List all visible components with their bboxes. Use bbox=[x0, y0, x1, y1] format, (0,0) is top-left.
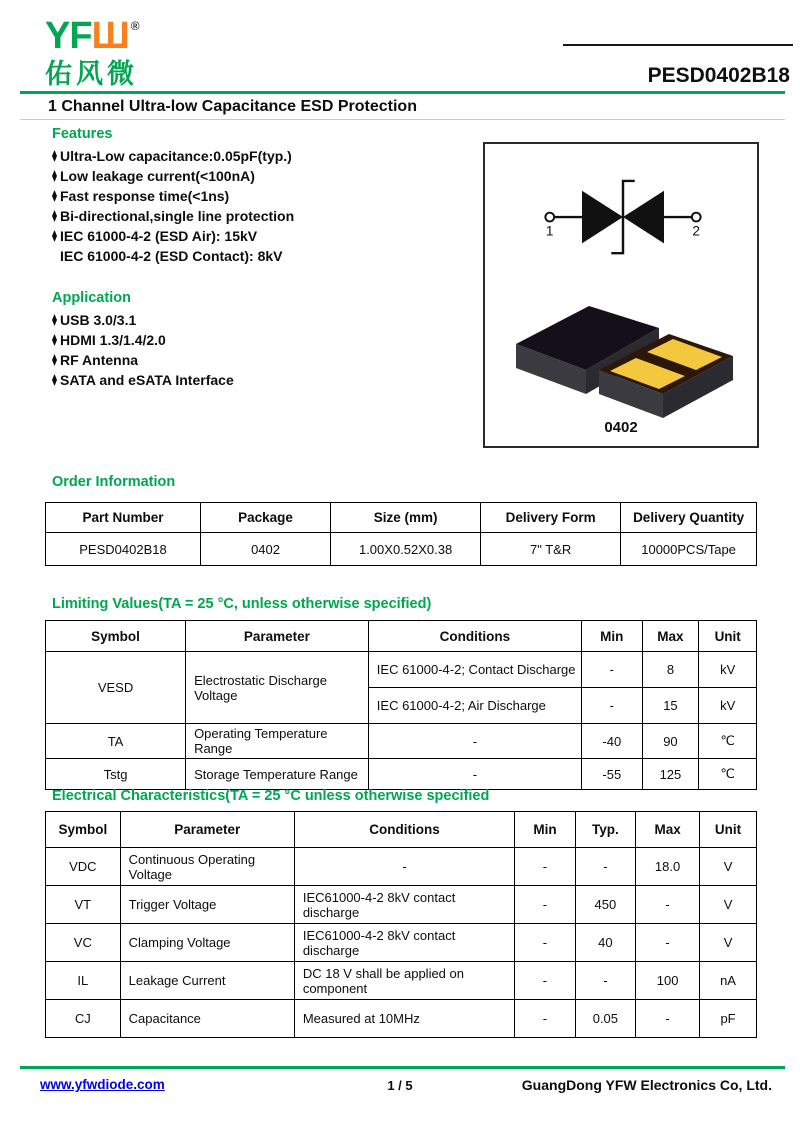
feature-text: Low leakage current(<100nA) bbox=[60, 168, 255, 184]
application-list bbox=[52, 310, 472, 390]
limiting-cell-conditions: IEC 61000-4-2; Air Discharge bbox=[368, 688, 581, 724]
electrical-cell-max: - bbox=[636, 924, 700, 962]
limiting-cell-unit: kV bbox=[699, 688, 757, 724]
electrical-cell-typ: - bbox=[575, 848, 635, 886]
feature-text: IEC 61000-4-2 (ESD Air): 15kV bbox=[60, 228, 258, 244]
electrical-cell-conditions: IEC61000-4-2 8kV contact discharge bbox=[294, 924, 514, 962]
electrical-cell-min: - bbox=[515, 924, 575, 962]
feature-text: Bi-directional,single line protection bbox=[60, 208, 295, 224]
electrical-cell-symbol: IL bbox=[46, 962, 121, 1000]
feature-text: Ultra-Low capacitance:0.05pF(typ.) bbox=[60, 148, 292, 164]
limiting-cell-min: -40 bbox=[582, 724, 642, 759]
logo-w-glyph: Ш bbox=[91, 15, 129, 57]
bidirectional-diode-icon bbox=[540, 172, 706, 267]
brand-logo bbox=[45, 6, 139, 90]
features-heading: Features bbox=[52, 126, 113, 142]
bullet-icon bbox=[52, 314, 57, 326]
order-cell-part-number: PESD0402B18 bbox=[46, 533, 201, 566]
package-3d-image bbox=[501, 282, 745, 429]
order-col-size: Size (mm) bbox=[331, 503, 481, 533]
limiting-cell-symbol: TA bbox=[46, 724, 186, 759]
feature-text: IEC 61000-4-2 (ESD Contact): 8kV bbox=[60, 248, 283, 264]
electrical-row-cj bbox=[46, 1000, 757, 1038]
application-item bbox=[52, 350, 472, 370]
order-cell-package: 0402 bbox=[200, 533, 330, 566]
limiting-cell-max: 90 bbox=[642, 724, 699, 759]
electrical-cell-conditions: IEC61000-4-2 8kV contact discharge bbox=[294, 886, 514, 924]
limiting-cell-unit: ℃ bbox=[699, 724, 757, 759]
order-info-heading: Order Information bbox=[52, 474, 176, 490]
figure-box bbox=[483, 142, 759, 448]
limiting-cell-max: 15 bbox=[642, 688, 699, 724]
electrical-col-typ: Typ. bbox=[575, 812, 635, 848]
application-text: HDMI 1.3/1.4/2.0 bbox=[60, 332, 166, 348]
package-size-label: 0402 bbox=[604, 419, 638, 436]
electrical-row-vc bbox=[46, 924, 757, 962]
electrical-cell-unit: V bbox=[700, 924, 757, 962]
limiting-cell-min: -55 bbox=[582, 759, 642, 790]
bullet-icon bbox=[52, 150, 57, 162]
features-list bbox=[52, 146, 472, 266]
limiting-cell-max: 125 bbox=[642, 759, 699, 790]
electrical-cell-symbol: CJ bbox=[46, 1000, 121, 1038]
electrical-cell-conditions: DC 18 V shall be applied on component bbox=[294, 962, 514, 1000]
electrical-cell-parameter: Capacitance bbox=[120, 1000, 294, 1038]
application-heading: Application bbox=[52, 290, 131, 306]
limiting-cell-symbol: Tstg bbox=[46, 759, 186, 790]
limiting-cell-parameter: Electrostatic Discharge Voltage bbox=[186, 652, 369, 724]
electrical-cell-conditions: Measured at 10MHz bbox=[294, 1000, 514, 1038]
electrical-cell-typ: - bbox=[575, 962, 635, 1000]
order-col-delivery-form: Delivery Form bbox=[481, 503, 621, 533]
feature-item bbox=[52, 186, 472, 206]
feature-item bbox=[52, 166, 472, 186]
order-cell-delivery-quantity: 10000PCS/Tape bbox=[621, 533, 757, 566]
electrical-cell-min: - bbox=[515, 1000, 575, 1038]
bullet-icon bbox=[52, 210, 57, 222]
limiting-cell-unit: kV bbox=[699, 652, 757, 688]
electrical-col-symbol: Symbol bbox=[46, 812, 121, 848]
electrical-col-conditions: Conditions bbox=[294, 812, 514, 848]
electrical-cell-symbol: VC bbox=[46, 924, 121, 962]
application-item bbox=[52, 310, 472, 330]
bullet-icon bbox=[52, 374, 57, 386]
bullet-icon bbox=[52, 230, 57, 242]
limiting-cell-conditions: IEC 61000-4-2; Contact Discharge bbox=[368, 652, 581, 688]
electrical-characteristics-table bbox=[45, 811, 757, 1038]
feature-item bbox=[52, 146, 472, 166]
feature-item bbox=[52, 226, 472, 246]
electrical-cell-unit: pF bbox=[700, 1000, 757, 1038]
limiting-row-vesd-contact bbox=[46, 652, 757, 688]
footer-rule-green bbox=[20, 1066, 785, 1069]
limiting-values-heading: Limiting Values(TA = 25 °C, unless otherwise specified) bbox=[52, 596, 432, 612]
order-header-row bbox=[46, 503, 757, 533]
footer bbox=[0, 1077, 800, 1101]
order-data-row bbox=[46, 533, 757, 566]
electrical-col-min: Min bbox=[515, 812, 575, 848]
electrical-col-max: Max bbox=[636, 812, 700, 848]
electrical-row-il bbox=[46, 962, 757, 1000]
electrical-row-vdc bbox=[46, 848, 757, 886]
company-name: GuangDong YFW Electronics Co, Ltd. bbox=[521, 1077, 772, 1093]
order-cell-size: 1.00X0.52X0.38 bbox=[331, 533, 481, 566]
electrical-cell-typ: 0.05 bbox=[575, 1000, 635, 1038]
electrical-cell-parameter: Continuous Operating Voltage bbox=[120, 848, 294, 886]
order-col-package: Package bbox=[200, 503, 330, 533]
limiting-cell-conditions: - bbox=[368, 759, 581, 790]
limiting-cell-max: 8 bbox=[642, 652, 699, 688]
electrical-cell-min: - bbox=[515, 962, 575, 1000]
feature-item bbox=[52, 206, 472, 226]
registered-mark-icon: ® bbox=[130, 19, 139, 33]
limiting-col-max: Max bbox=[642, 621, 699, 652]
bullet-icon bbox=[52, 170, 57, 182]
logo-wordmark bbox=[45, 6, 139, 56]
electrical-row-vt bbox=[46, 886, 757, 924]
electrical-characteristics-heading: Electrical Characteristics(TA = 25 °C unless otherwise specified bbox=[52, 788, 490, 804]
limiting-values-table bbox=[45, 620, 757, 790]
package-render-icon bbox=[501, 282, 745, 424]
limiting-col-min: Min bbox=[582, 621, 642, 652]
limiting-cell-conditions: - bbox=[368, 724, 581, 759]
limiting-col-conditions: Conditions bbox=[368, 621, 581, 652]
electrical-cell-unit: nA bbox=[700, 962, 757, 1000]
electrical-cell-typ: 450 bbox=[575, 886, 635, 924]
limiting-cell-parameter: Storage Temperature Range bbox=[186, 759, 369, 790]
electrical-cell-symbol: VDC bbox=[46, 848, 121, 886]
order-info-table bbox=[45, 502, 757, 566]
header-rule-green bbox=[20, 91, 785, 94]
limiting-row-ta bbox=[46, 724, 757, 759]
electrical-cell-max: 100 bbox=[636, 962, 700, 1000]
features-section bbox=[52, 126, 472, 266]
limiting-cell-min: - bbox=[582, 688, 642, 724]
electrical-cell-min: - bbox=[515, 848, 575, 886]
limiting-header-row bbox=[46, 621, 757, 652]
bullet-icon bbox=[52, 354, 57, 366]
electrical-cell-unit: V bbox=[700, 886, 757, 924]
limiting-cell-min: - bbox=[582, 652, 642, 688]
order-col-delivery-quantity: Delivery Quantity bbox=[621, 503, 757, 533]
application-text: SATA and eSATA Interface bbox=[60, 372, 234, 388]
feature-text: Fast response time(<1ns) bbox=[60, 188, 230, 204]
application-item bbox=[52, 330, 472, 350]
pin2-label: 2 bbox=[692, 223, 700, 239]
feature-item bbox=[52, 246, 472, 266]
application-section bbox=[52, 290, 472, 390]
page-title: 1 Channel Ultra-low Capacitance ESD Protection bbox=[48, 98, 417, 115]
electrical-header-row bbox=[46, 812, 757, 848]
application-text: RF Antenna bbox=[60, 352, 139, 368]
header-rule-black bbox=[563, 44, 793, 46]
diode-symbol bbox=[540, 172, 706, 272]
electrical-cell-parameter: Leakage Current bbox=[120, 962, 294, 1000]
electrical-cell-max: - bbox=[636, 886, 700, 924]
bullet-icon bbox=[52, 190, 57, 202]
electrical-cell-conditions: - bbox=[294, 848, 514, 886]
limiting-cell-parameter: Operating Temperature Range bbox=[186, 724, 369, 759]
limiting-col-symbol: Symbol bbox=[46, 621, 186, 652]
logo-chinese-name: 佑风微 bbox=[45, 59, 138, 89]
limiting-col-parameter: Parameter bbox=[186, 621, 369, 652]
logo-yf-text: YF bbox=[45, 15, 92, 57]
application-item bbox=[52, 370, 472, 390]
pin1-label: 1 bbox=[545, 223, 554, 239]
page-number: 1 / 5 bbox=[387, 1078, 413, 1093]
limiting-cell-unit: ℃ bbox=[699, 759, 757, 790]
limiting-row-tstg bbox=[46, 759, 757, 790]
electrical-cell-min: - bbox=[515, 886, 575, 924]
electrical-cell-max: 18.0 bbox=[636, 848, 700, 886]
electrical-cell-max: - bbox=[636, 1000, 700, 1038]
application-text: USB 3.0/3.1 bbox=[60, 312, 137, 328]
order-cell-delivery-form: 7" T&R bbox=[481, 533, 621, 566]
bullet-icon bbox=[52, 334, 57, 346]
electrical-cell-parameter: Trigger Voltage bbox=[120, 886, 294, 924]
title-underline bbox=[20, 119, 785, 120]
order-col-part-number: Part Number bbox=[46, 503, 201, 533]
electrical-cell-symbol: VT bbox=[46, 886, 121, 924]
electrical-col-parameter: Parameter bbox=[120, 812, 294, 848]
electrical-cell-unit: V bbox=[700, 848, 757, 886]
electrical-cell-parameter: Clamping Voltage bbox=[120, 924, 294, 962]
electrical-cell-typ: 40 bbox=[575, 924, 635, 962]
limiting-cell-symbol: VESD bbox=[46, 652, 186, 724]
electrical-col-unit: Unit bbox=[700, 812, 757, 848]
website-link[interactable]: www.yfwdiode.com bbox=[40, 1077, 165, 1092]
part-number-title: PESD0402B18 bbox=[647, 64, 790, 87]
limiting-col-unit: Unit bbox=[699, 621, 757, 652]
